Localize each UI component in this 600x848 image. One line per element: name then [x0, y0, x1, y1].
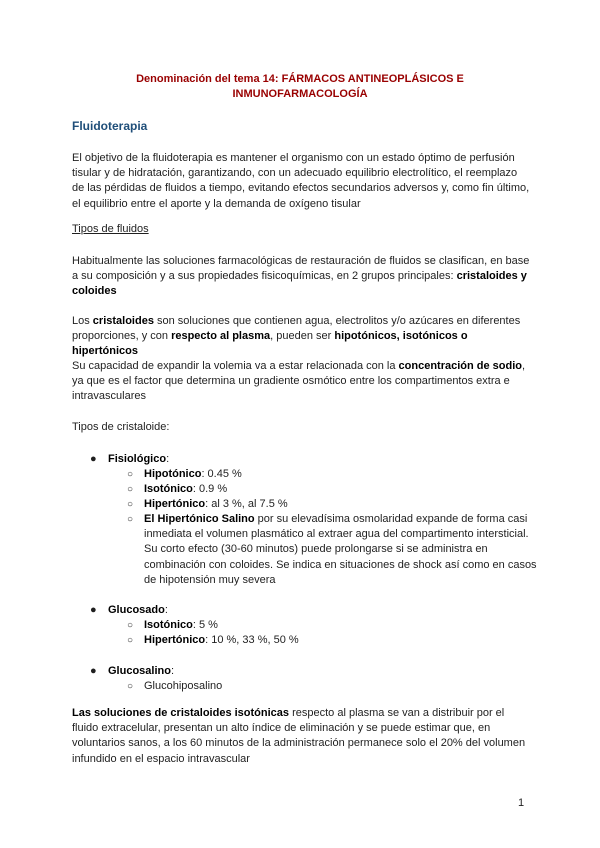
volemia-paragraph — [72, 359, 532, 405]
text-run: son soluciones que contienen agua, electrolitos y/o azúcares en diferentes proporciones, y con — [72, 315, 521, 343]
classification-bold: cristaloides y coloides — [72, 270, 527, 298]
bold-run: Isotónico — [144, 619, 193, 631]
text-run: : 10 %, 33 %, 50 % — [205, 634, 299, 646]
group-colon: : — [164, 604, 168, 616]
classification-paragraph — [72, 254, 532, 300]
intro-paragraph: El objetivo de la fluidoterapia es mantener el organismo con un estado óptimo de perfusión tisular y de hidratación, garantizando, con un adecuado equilibrio electrolítico, el reemplazo de las pérdidas de fluidos a tiempo, evitando efectos secundarios adversos y, como fin último, el equilibrio entre el aporte y la demanda de oxígeno tisular — [72, 152, 530, 210]
text-run: : 0.45 % — [201, 468, 242, 480]
circle-bullet-icon: ○ — [127, 514, 134, 525]
bold-run: cristaloides — [92, 315, 154, 327]
document-title: Denominación del tema 14: FÁRMACOS ANTINEOPLÁSICOS E INMUNOFARMACOLOGÍA — [136, 73, 464, 100]
final-paragraph — [72, 706, 532, 767]
page-number: 1 — [518, 797, 525, 809]
group-colon: : — [170, 665, 175, 677]
bold-run: El Hipertónico Salino — [144, 513, 255, 525]
group-label: Glucosalino — [108, 665, 171, 677]
bullet-icon: ● — [90, 604, 97, 616]
text-run: Su capacidad de expandir la volemia va a estar relacionada con la — [72, 360, 399, 372]
classification-text: Habitualmente las soluciones farmacológicas de restauración de fluidos se clasifican, en base a su composición y a sus propiedades fisicoquímicas, en 2 grupos principales: — [72, 255, 530, 283]
bold-run: Las soluciones de cristaloides isotónicas — [72, 707, 290, 719]
text-run: por su elevadísima osmolaridad expande de forma casi inmediata el volumen plasmático al extraer agua del compartimento intersticial. Su corto efecto (30-60 minutos) puede prolongarse si se administra en combinación con coloides. Se indica en situaciones de shock así como en casos de hipotensión muy severa — [144, 513, 537, 586]
text-run: , pueden ser — [270, 330, 335, 343]
bold-run: concentración de sodio — [398, 360, 523, 372]
text-run: Glucohiposalino — [144, 680, 223, 692]
bold-run: hipotónicos, isotónicos o hipertónicos — [72, 330, 468, 358]
circle-bullet-icon: ○ — [127, 499, 134, 510]
circle-bullet-icon: ○ — [127, 620, 134, 631]
cristaloides-paragraph — [72, 314, 532, 360]
text-run: respecto al plasma se van a distribuir por el fluido extracelular, presentan un alto índice de eliminación y se puede estimar que, en voluntarios sanos, a los 60 minutos de la administración permanece solo el 20% del volumen infundido en el espacio intravascular — [72, 707, 526, 765]
text-run: : 5 % — [192, 619, 218, 631]
circle-bullet-icon: ○ — [127, 635, 134, 646]
group-colon: : — [166, 453, 170, 465]
circle-bullet-icon: ○ — [127, 484, 134, 495]
bold-run: Hipotónico — [144, 468, 202, 480]
section-heading: Fluidoterapia — [72, 119, 148, 133]
group-label: Fisiológico — [108, 453, 167, 465]
text-run: : al 3 %, al 7.5 % — [205, 498, 288, 510]
text-run: , ya que es el factor que determina un gradiente osmótico entre los compartimentos extra e intravasculares — [72, 360, 526, 403]
text-run: : 0.9 % — [192, 483, 228, 495]
bullet-icon: ● — [90, 665, 97, 677]
circle-bullet-icon: ○ — [127, 681, 134, 692]
bold-run: Hipertónico — [144, 498, 206, 510]
bullet-icon: ● — [90, 453, 97, 465]
text-run: Los — [72, 315, 93, 327]
bold-run: Hipertónico — [144, 634, 206, 646]
group-label: Glucosado — [108, 604, 165, 616]
tipos-cristaloide-label: Tipos de cristaloide: — [72, 421, 170, 433]
circle-bullet-icon: ○ — [127, 469, 134, 480]
subheading-tipos-fluidos: Tipos de fluidos — [72, 223, 149, 235]
bold-run: respecto al plasma — [171, 330, 271, 343]
bold-run: Isotónico — [144, 483, 193, 495]
